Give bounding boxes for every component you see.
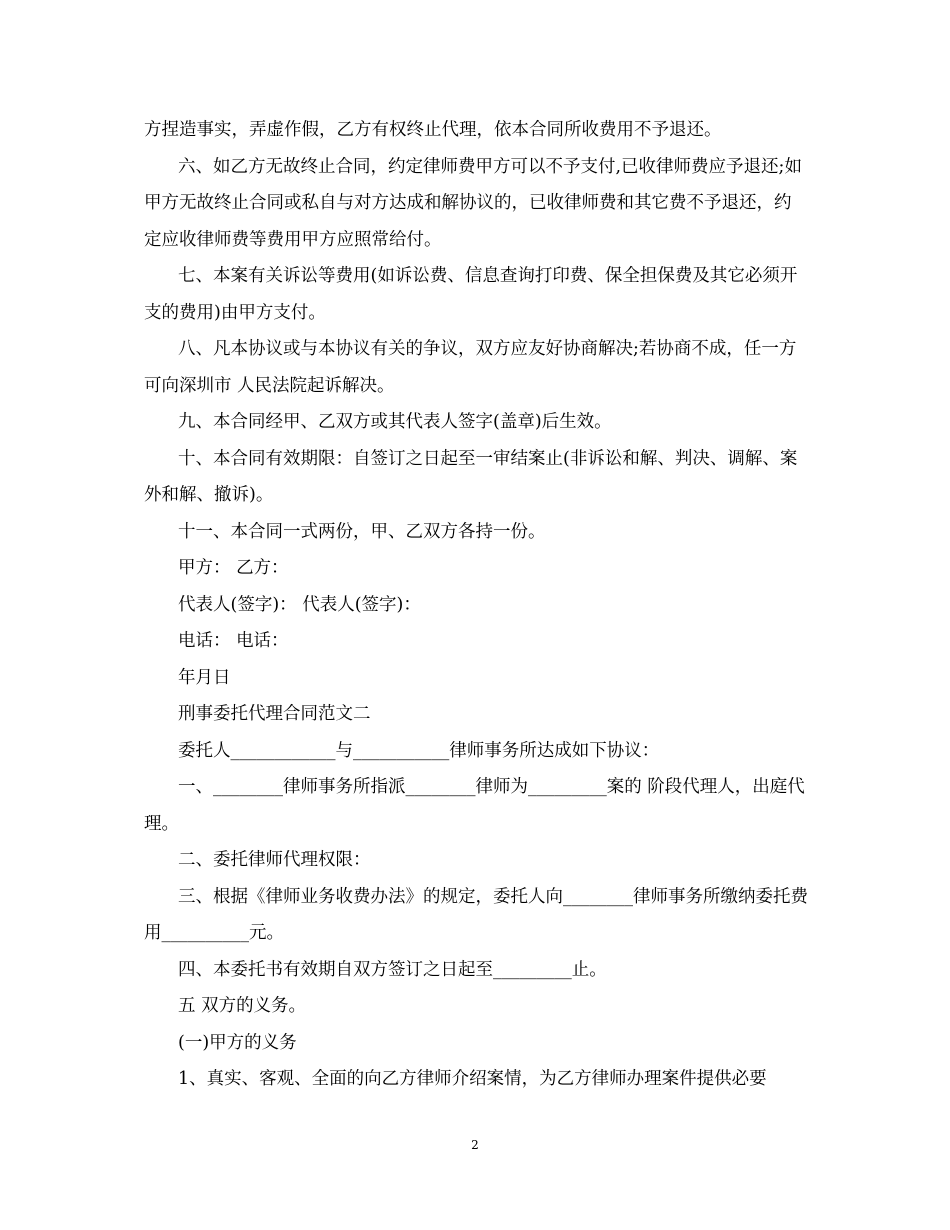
representative-line: 代表人(签字)： 代表人(签字)： [178,594,421,615]
duty-1: 1、真实、客观、全面的向乙方律师介绍案情，为乙方律师办理案件提供必要 [178,1069,767,1089]
clause-10: 十、本合同有效期限：自签订之日起至一审结案止(非诉讼和解、判决、调解、案外和解、撤诉)。 [144,448,798,505]
item-2: 二、委托律师代理权限： [178,850,371,870]
item-4: 四、本委托书有效期自双方签订之日起至_________止。 [178,959,607,980]
document-body [144,112,808,1098]
clause-9: 九、本合同经甲、乙双方或其代表人签字(盖章)后生效。 [178,412,612,432]
clause-8: 八、凡本协议或与本协议有关的争议，双方应友好协商解决;若协商不成，任一方可向深圳市 人民法院起诉解决。 [144,339,797,396]
item-1: 一、________律师事务所指派________律师为_________案的 阶段代理人，出庭代理。 [144,777,805,834]
paragraph-continuation: 方捏造事实，弄虚作假，乙方有权终止代理，依本合同所收费用不予退还。 [144,120,722,140]
clause-7: 七、本案有关诉讼等费用(如诉讼费、信息查询打印费、保全担保费及其它必须开支的费用)由甲方支付。 [144,266,798,323]
page-number: 2 [471,1138,479,1152]
phone-line: 电话： 电话： [178,631,289,651]
section-title: 刑事委托代理合同范文二 [178,704,371,724]
date-line: 年月日 [178,667,231,688]
item-3: 三、根据《律师业务收费办法》的规定，委托人向________律师事务所缴纳委托费用__________元。 [144,886,808,943]
party-a-duties-heading: (一)甲方的义务 [178,1032,297,1053]
clause-11: 十一、本合同一式两份，甲、乙双方各持一份。 [178,521,546,542]
party-line: 甲方： 乙方： [178,558,289,578]
agreement-intro: 委托人____________与___________律师事务所达成如下协议： [178,740,660,761]
clause-6: 六、如乙方无故终止合同，约定律师费甲方可以不予支付,已收律师费应予退还;如甲方无故终止合同或私自与对方达成和解协议的，已收律师费和其它费不予退还，约定应收律师费等费用甲方应照常给付。 [144,156,802,250]
item-5: 五 双方的义务。 [178,996,307,1016]
